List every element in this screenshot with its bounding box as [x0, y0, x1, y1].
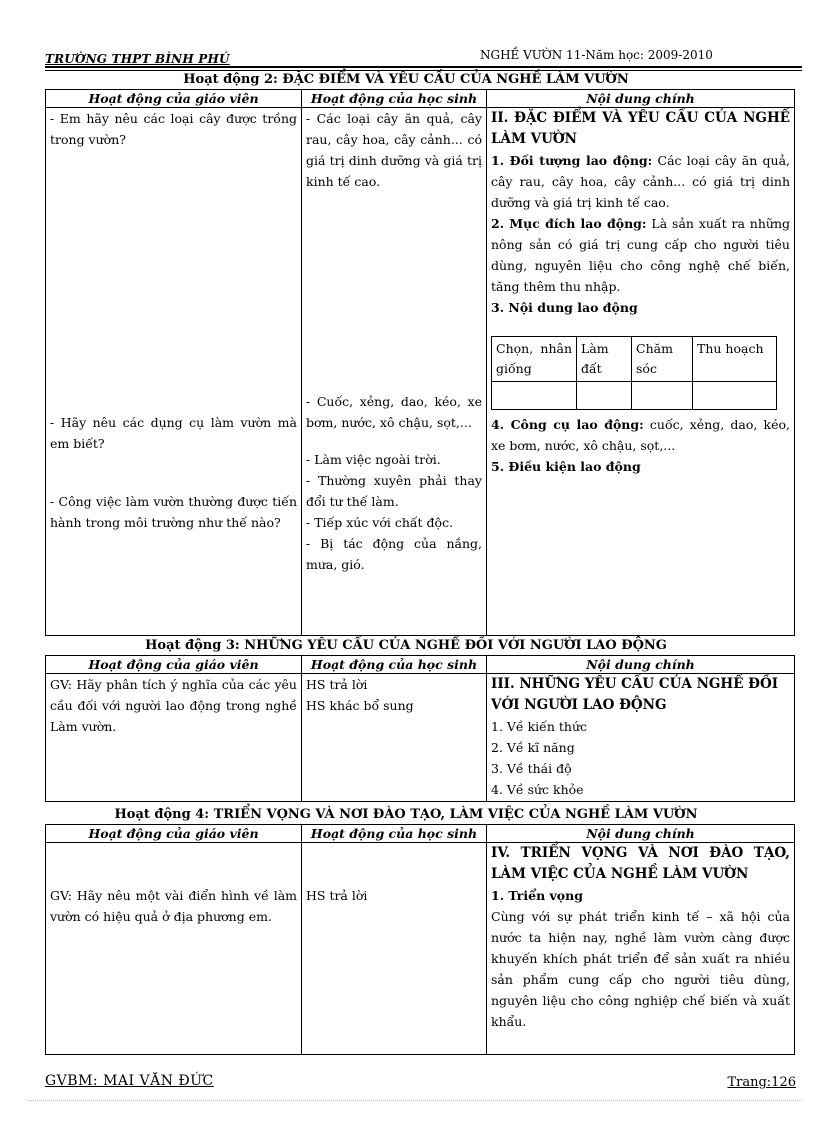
teacher-question: - Công việc làm vườn thường được tiến hành trong môi trường như thế nào? — [50, 494, 297, 530]
content-point — [491, 414, 790, 456]
student-answer: - Thường xuyên phải thay đổi tư thế làm. — [306, 473, 482, 509]
point-label: 5. Điều kiện lao động — [491, 459, 641, 474]
student-answer: - Tiếp xúc với chất độc. — [306, 515, 454, 530]
activity-2-title: Hoạt động 2: ĐẶC ĐIỂM VÀ YÊU CẦU CỦA NGHỀ LÀM VƯỜN — [183, 72, 629, 87]
col-student-header: Hoạt động của học sinh — [302, 825, 487, 843]
teacher-cell — [46, 843, 302, 1055]
labor-empty-cell — [632, 382, 693, 410]
student-answer: - Các loại cây ăn quả, cây rau, cây hoa, cây cảnh... có giá trị dinh dưỡng và giá trị kinh tế cao. — [306, 111, 482, 189]
col-student-header: Hoạt động của học sinh — [302, 656, 487, 674]
col-content-header: Nội dung chính — [487, 825, 795, 843]
col-content-header: Nội dung chính — [487, 656, 795, 674]
col-student-header: Hoạt động của học sinh — [302, 90, 487, 108]
student-cell — [302, 674, 487, 802]
activity-4-table — [45, 824, 795, 1055]
student-answer: HS khác bổ sung — [306, 698, 414, 713]
content-cell — [487, 843, 795, 1055]
teacher-cell — [46, 108, 302, 636]
content-cell — [487, 108, 795, 636]
section-heading: III. NHỮNG YÊU CẦU CỦA NGHỀ ĐỐI VỚI NGƯỜI LAO ĐỘNG — [491, 676, 779, 713]
point-text: Là sản xuất ra những nông sản có giá trị cung cấp cho người tiêu dùng, nguyên liệu cho công nghệ chế biến, tăng thêm thu nhập. — [491, 216, 790, 294]
section-heading: II. ĐẶC ĐIỂM VÀ YÊU CẦU CỦA NGHỀ LÀM VƯỜN — [491, 110, 790, 147]
student-answer: - Bị tác động của nắng, mưa, gió. — [306, 536, 482, 572]
point-label: 1. Triển vọng — [491, 888, 583, 903]
activity-2-section — [45, 71, 791, 636]
requirement-item: 2. Về kĩ năng — [491, 740, 575, 755]
activity-4-section — [45, 806, 790, 1055]
teacher-question: GV: Hãy phân tích ý nghĩa của các yêu cầu đối với người lao động trong nghề Làm vườn. — [46, 674, 302, 802]
labor-empty-cell — [492, 382, 577, 410]
activity-2-table — [45, 89, 795, 636]
footer-rule — [28, 1100, 802, 1101]
student-answer: - Làm việc ngoài trời. — [306, 452, 441, 467]
activity-4-title: Hoạt động 4: TRIỂN VỌNG VÀ NƠI ĐÀO TẠO, LÀM VIỆC CỦA NGHỀ LÀM VƯỜN — [114, 807, 698, 822]
student-answer: HS trả lời — [306, 888, 368, 903]
section-heading: IV. TRIỂN VỌNG VÀ NƠI ĐÀO TẠO, LÀM VIỆC CỦA NGHỀ LÀM VƯỜN — [491, 845, 790, 882]
point-label: 1. Đối tượng lao động: — [491, 153, 653, 168]
labor-empty-cell — [577, 382, 632, 410]
labor-cell: Làm đất — [577, 337, 632, 382]
point-label: 2. Mục đích lao động: — [491, 216, 647, 231]
course-title: NGHỀ VƯỜN 11-Năm học: 2009-2010 — [480, 48, 713, 62]
labor-cell: Chăm sóc — [632, 337, 693, 382]
labor-empty-cell — [693, 382, 777, 410]
school-name: TRƯỜNG THPT BÌNH PHÚ — [45, 52, 230, 66]
content-point — [491, 150, 790, 213]
point-label: 4. Công cụ lao động: — [491, 417, 644, 432]
point-label: 3. Nội dung lao động — [491, 300, 638, 315]
labor-cell: Chọn, nhân giống — [492, 337, 577, 382]
requirement-item: 1. Về kiến thức — [491, 719, 588, 734]
student-answer: HS trả lời — [306, 677, 368, 692]
point-text: cuốc, xẻng, dao, kéo, xe bơm, nước, xô chậu, sọt,... — [491, 417, 790, 453]
student-cell — [302, 108, 487, 636]
col-teacher-header: Hoạt động của giáo viên — [46, 90, 302, 108]
point-text: Các loại cây ăn quả, cây rau, cây hoa, cây cảnh... có giá trị dinh dưỡng và giá trị kinh tế cao. — [491, 153, 791, 210]
labor-content-table — [491, 336, 777, 410]
teacher-question: - Hãy nêu các dụng cụ làm vườn mà em biết? — [50, 415, 297, 451]
col-teacher-header: Hoạt động của giáo viên — [46, 656, 302, 674]
requirement-item: 3. Về thái độ — [491, 761, 572, 776]
teacher-signature: GVBM: MAI VĂN ĐỨC — [45, 1073, 214, 1089]
requirement-item: 4. Về sức khỏe — [491, 782, 584, 797]
teacher-question: - Em hãy nêu các loại cây được trồng trong vườn? — [50, 111, 297, 147]
student-answer: - Cuốc, xẻng, dao, kéo, xe bơm, nước, xô chậu, sọt,... — [306, 394, 482, 430]
activity-3-table — [45, 655, 795, 802]
teacher-question: GV: Hãy nêu một vài điển hình về làm vườn có hiệu quả ở địa phương em. — [50, 888, 297, 924]
col-teacher-header: Hoạt động của giáo viên — [46, 825, 302, 843]
col-content-header: Nội dung chính — [487, 90, 795, 108]
labor-cell: Thu hoạch — [693, 337, 777, 382]
header-rule — [45, 66, 802, 68]
prospect-text: Cùng với sự phát triển kinh tế – xã hội của nước ta hiện nay, nghề làm vườn càng được khuyến khích phát triển để sản xuất ra nhiều sản phẩm cung cấp cho người tiêu dùng, nguyên liệu cho công nghiệp chế biến và xuất khẩu. — [491, 909, 790, 1029]
page-number: Trang:126 — [727, 1075, 796, 1090]
activity-3-title: Hoạt động 3: NHỮNG YÊU CẦU CỦA NGHỀ ĐỐI VỚI NGƯỜI LAO ĐỘNG — [145, 638, 667, 653]
content-point — [491, 213, 790, 297]
content-cell — [487, 674, 795, 802]
student-cell — [302, 843, 487, 1055]
activity-3-section — [45, 637, 779, 802]
